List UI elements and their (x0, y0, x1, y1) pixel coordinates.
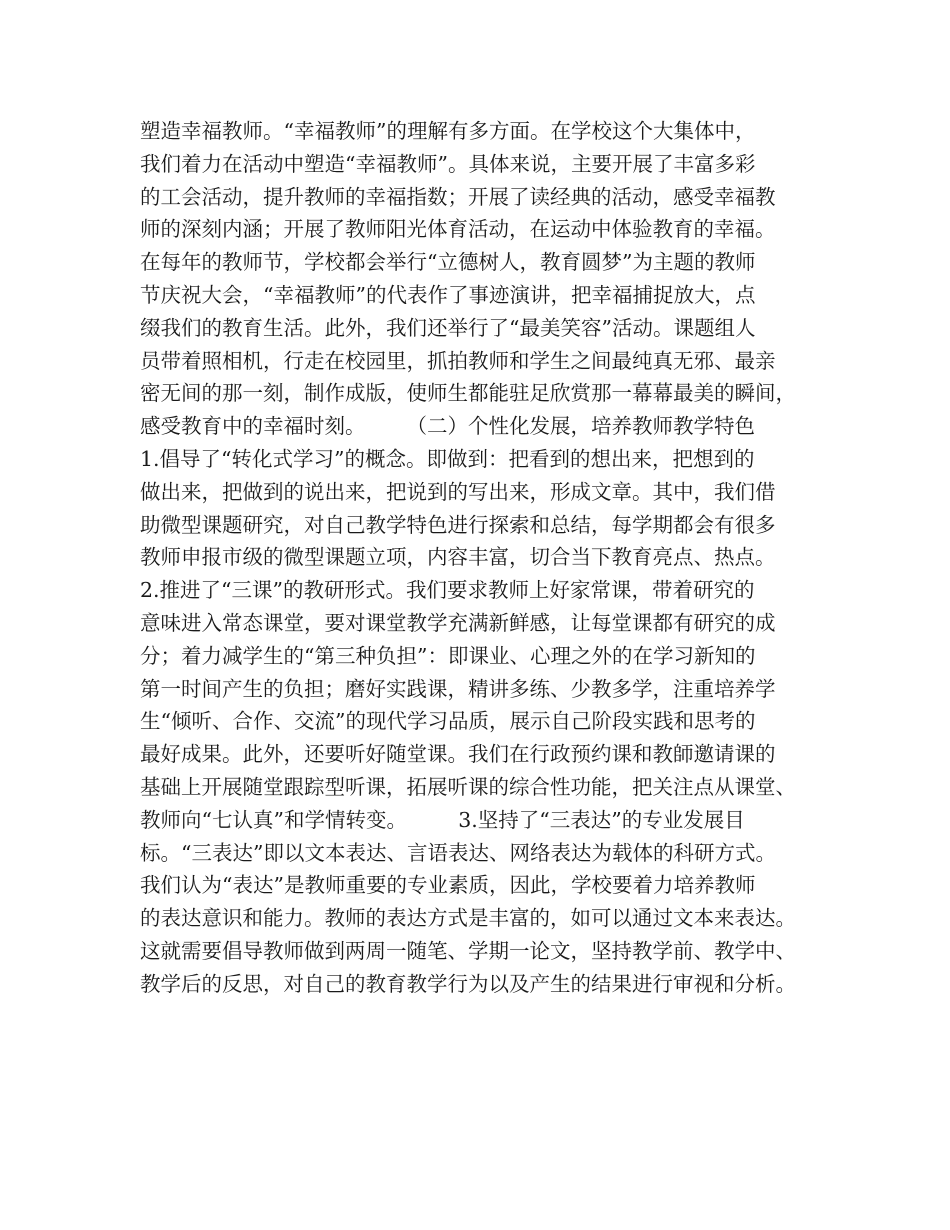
text-line: 的工会活动，提升教师的幸福指数；开展了读经典的活动，感受幸福教 (140, 184, 776, 209)
text-line: 助微型课题研究，对自己教学特色进行探索和总结，每学期都会有很多 (140, 512, 776, 537)
text-line: 我们认为“表达”是教师重要的专业素质，因此，学校要着力培养教师 (140, 873, 756, 898)
text-line: 密无间的那一刻，制作成版，使师生都能驻足欣赏那一幕幕最美的瞬间， (140, 381, 796, 406)
text-line: 基础上开展随堂跟踪型听课，拓展听课的综合性功能，把关注点从课堂、 (140, 774, 796, 799)
text-line: 在每年的教师节，学校都会举行“立德树人，教育圆梦”为主题的教师 (140, 250, 756, 275)
text-line: 2.推进了“三课”的教研形式。我们要求教师上好家常课，带着研究的 (140, 578, 755, 603)
text-line: 感受教育中的幸福时刻。 （二）个性化发展，培养教师教学特色 (140, 414, 755, 439)
text-line: 做出来，把做到的说出来，把说到的写出来，形成文章。其中，我们借 (140, 479, 776, 504)
text-line: 的表达意识和能力。教师的表达方式是丰富的，如可以通过文本来表达。 (140, 906, 796, 931)
text-line: 缀我们的教育生活。此外，我们还举行了“最美笑容”活动。课题组人 (140, 315, 756, 340)
text-line: 这就需要倡导教师做到两周一随笔、学期一论文，坚持教学前、教学中、 (140, 938, 796, 963)
text-line: 生“倾听、合作、交流”的现代学习品质，展示自己阶段实践和思考的 (140, 709, 756, 734)
text-line: 教师申报市级的微型课题立项，内容丰富，切合当下教育亮点、热点。 (140, 545, 776, 570)
text-line: 师的深刻内涵；开展了教师阳光体育活动，在运动中体验教育的幸福。 (140, 217, 776, 242)
text-line: 教师向“七认真”和学情转变。 3.坚持了“三表达”的专业发展目 (140, 807, 745, 832)
text-line: 教学后的反思，对自己的教育教学行为以及产生的结果进行审视和分析。 (140, 971, 796, 996)
body-text (140, 115, 820, 1001)
text-line: 1.倡导了“转化式学习”的概念。即做到：把看到的想出来，把想到的 (140, 446, 755, 471)
text-line: 塑造幸福教师。“幸福教师”的理解有多方面。在学校这个大集体中， (140, 119, 756, 143)
text-line: 意味进入常态课堂，要对课堂教学充满新鲜感，让每堂课都有研究的成 (140, 610, 776, 635)
text-line: 员带着照相机，行走在校园里，抓拍教师和学生之间最纯真无邪、最亲 (140, 348, 776, 373)
text-line: 最好成果。此外，还要听好随堂课。我们在行政预约课和教師邀请课的 (140, 742, 776, 767)
text-line: 我们着力在活动中塑造“幸福教师”。具体来说，主要开展了丰富多彩 (140, 151, 756, 176)
text-line: 节庆祝大会，“幸福教师”的代表作了事迹演讲，把幸福捕捉放大，点 (140, 282, 756, 307)
text-line: 标。“三表达”即以文本表达、言语表达、网络表达为载体的科研方式。 (140, 840, 776, 865)
text-line: 第一时间产生的负担；磨好实践课，精讲多练、少教多学，注重培养学 (140, 676, 776, 701)
text-line: 分；着力减学生的“第三种负担”：即课业、心理之外的在学习新知的 (140, 643, 756, 668)
